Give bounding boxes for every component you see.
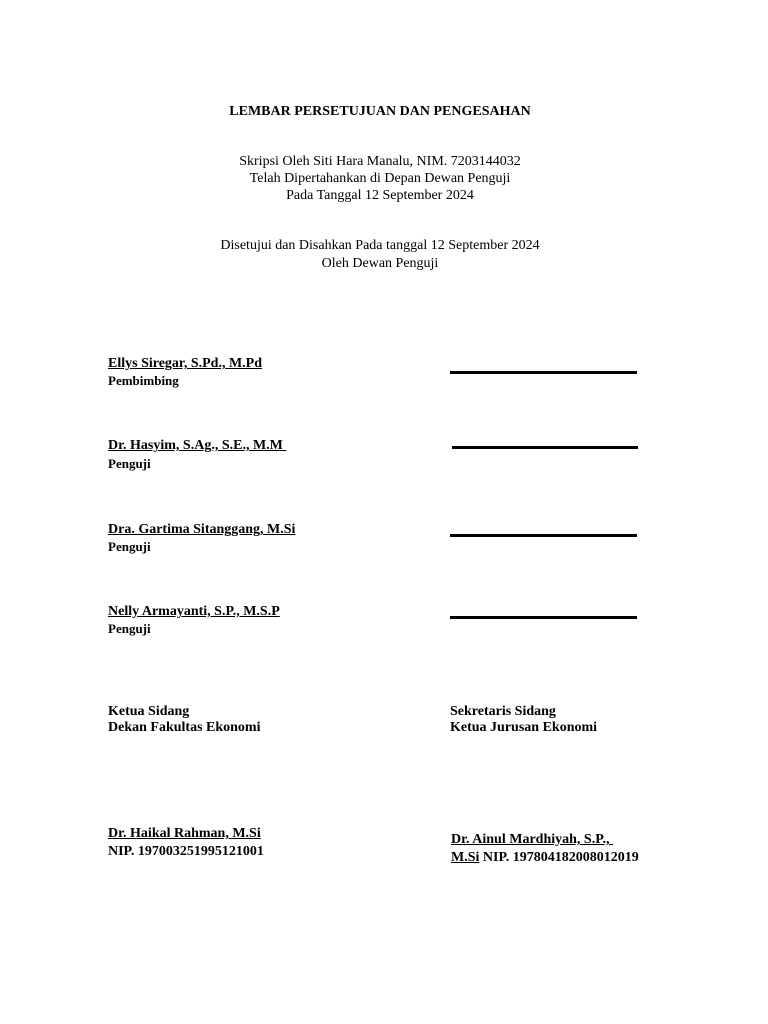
- examiner-name-4: Nelly Armayanti, S.P., M.S.P: [108, 604, 280, 619]
- signature-line-1: [450, 371, 637, 374]
- examiner-role-3: Penguji: [108, 539, 151, 554]
- right-sign-name: Dr. Ainul Mardhiyah, S.P.,: [451, 832, 613, 847]
- examiner-role-2: Penguji: [108, 456, 151, 471]
- page-title: LEMBAR PERSETUJUAN DAN PENGESAHAN: [229, 104, 531, 119]
- examiner-role-1: Pembimbing: [108, 373, 179, 388]
- right-sign-name-nip-line: [451, 850, 639, 866]
- right-sign-name-end: M.Si: [451, 850, 480, 865]
- left-sign-name: Dr. Haikal Rahman, M.Si: [108, 826, 261, 841]
- left-sign-nip: NIP. 197003251995121001: [108, 844, 264, 859]
- intro-line-1: Skripsi Oleh Siti Hara Manalu, NIM. 7203144032: [239, 154, 521, 169]
- intro-line-3: Pada Tanggal 12 September 2024: [286, 188, 474, 203]
- examiner-name-2: Dr. Hasyim, S.Ag., S.E., M.M: [108, 438, 287, 453]
- approval-line-2: Oleh Dewan Penguji: [321, 256, 439, 271]
- right-sign-title-2: Ketua Jurusan Ekonomi: [450, 720, 598, 735]
- approval-line-1: Disetujui dan Disahkan Pada tanggal 12 September 2024: [220, 238, 540, 253]
- left-sign-title-1: Ketua Sidang: [108, 704, 190, 719]
- left-sign-title-2: Dekan Fakultas Ekonomi: [108, 720, 261, 735]
- signature-line-3: [450, 534, 637, 537]
- examiner-name-1: Ellys Siregar, S.Pd., M.Pd: [108, 356, 263, 371]
- examiner-role-4: Penguji: [108, 621, 151, 636]
- examiner-name-3: Dra. Gartima Sitanggang, M.Si: [108, 522, 296, 537]
- signature-line-4: [450, 616, 637, 619]
- right-sign-title-1: Sekretaris Sidang: [450, 704, 556, 719]
- right-sign-nip: NIP. 197804182008012019: [479, 850, 639, 865]
- signature-line-2: [452, 446, 638, 449]
- intro-line-2: Telah Dipertahankan di Depan Dewan Penguji: [249, 171, 511, 186]
